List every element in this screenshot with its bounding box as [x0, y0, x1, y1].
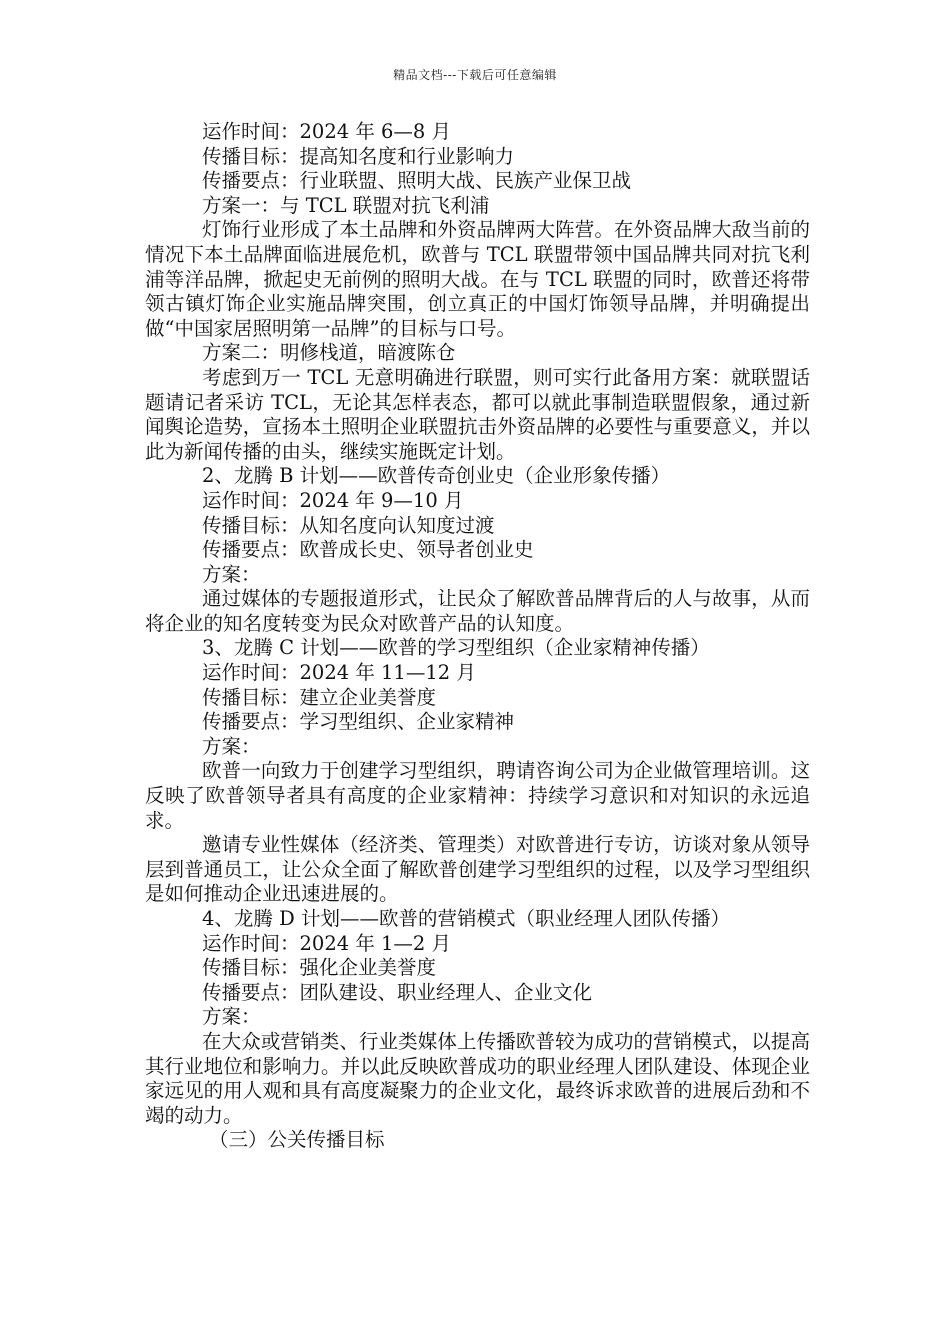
paragraph: 传播要点：行业联盟、照明大战、民族产业保卫战: [202, 169, 632, 193]
paragraph: 运作时间：2024 年 11—12 月: [202, 661, 476, 685]
paragraph: （三）公关传播目标: [209, 1128, 385, 1152]
paragraph: 在大众或营销类、行业类媒体上传播欧普较为成功的营销模式，以提高其行业地位和影响力。并以此反映欧普成功的职业经理人团队建设、体现企业家远见的用人观和具有高度凝聚力的企业文化，最终诉求欧普的进展后劲和不竭的动力。: [145, 1029, 810, 1127]
paragraph: 欧普一向致力于创建学习型组织，聘请咨询公司为企业做管理培训。这反映了欧普领导者具有高度的企业家精神：持续学习意识和对知识的永远追求。: [145, 759, 810, 832]
paragraph: 4、龙腾 D 计划——欧普的营销模式（职业经理人团队传播）: [202, 907, 730, 930]
document-body: [145, 120, 810, 1153]
paragraph: 传播要点：欧普成长史、领导者创业史: [202, 538, 534, 562]
paragraph: 传播目标：强化企业美誉度: [202, 956, 437, 980]
paragraph: 传播要点：团队建设、职业经理人、企业文化: [202, 980, 593, 1004]
paragraph: 通过媒体的专题报道形式，让民众了解欧普品牌背后的人与故事，从而将企业的知名度转变为民众对欧普产品的认知度。: [145, 587, 810, 635]
paragraph: 方案：: [202, 734, 261, 758]
paragraph: 方案：: [202, 1005, 261, 1029]
paragraph: 运作时间：2024 年 9—10 月: [202, 488, 464, 512]
page-header: 精品文档---下载后可任意编辑: [393, 68, 557, 82]
paragraph: 邀请专业性媒体（经济类、管理类）对欧普进行专访，访谈对象从领导层到普通员工，让公众全面了解欧普创建学习型组织的过程，以及学习型组织是如何推动企业迅速进展的。: [145, 833, 810, 906]
paragraph: 方案二：明修栈道，暗渡陈仓: [202, 341, 456, 365]
paragraph: 考虑到万一 TCL 无意明确进行联盟，则可实行此备用方案：就联盟话题请记者采访 TCL，无论其怎样表态，都可以就此事制造联盟假象，通过新闻舆论造势，宣扬本土照明企业联盟抗击外资品牌的必要性与重要意义，并以此为新闻传播的由头，继续实施既定计划。: [145, 365, 810, 463]
paragraph: 传播要点：学习型组织、企业家精神: [202, 710, 515, 734]
paragraph: 灯饰行业形成了本土品牌和外资品牌两大阵营。在外资品牌大敌当前的情况下本土品牌面临进展危机，欧普与 TCL 联盟带领中国品牌共同对抗飞利浦等洋品牌，掀起史无前例的照明大战。在与 TCL 联盟的同时，欧普还将带领古镇灯饰企业实施品牌突围，创立真正的中国灯饰领导品牌，并明确提出做“中国家居照明第一品牌”的目标与口号。: [145, 218, 810, 340]
paragraph: 传播目标：提高知名度和行业影响力: [202, 144, 515, 168]
paragraph: 传播目标：从知名度向认知度过渡: [202, 513, 495, 537]
paragraph: 方案：: [202, 562, 261, 586]
paragraph: 3、龙腾 C 计划——欧普的学习型组织（企业家精神传播）: [202, 636, 710, 660]
paragraph: 运作时间：2024 年 1—2 月: [202, 931, 452, 955]
paragraph: 方案一：与 TCL 联盟对抗飞利浦: [202, 193, 490, 217]
paragraph: 2、龙腾 B 计划——欧普传奇创业史（企业形象传播）: [202, 464, 671, 488]
paragraph: 传播目标：建立企业美誉度: [202, 685, 437, 709]
paragraph: 运作时间：2024 年 6—8 月: [202, 120, 452, 143]
